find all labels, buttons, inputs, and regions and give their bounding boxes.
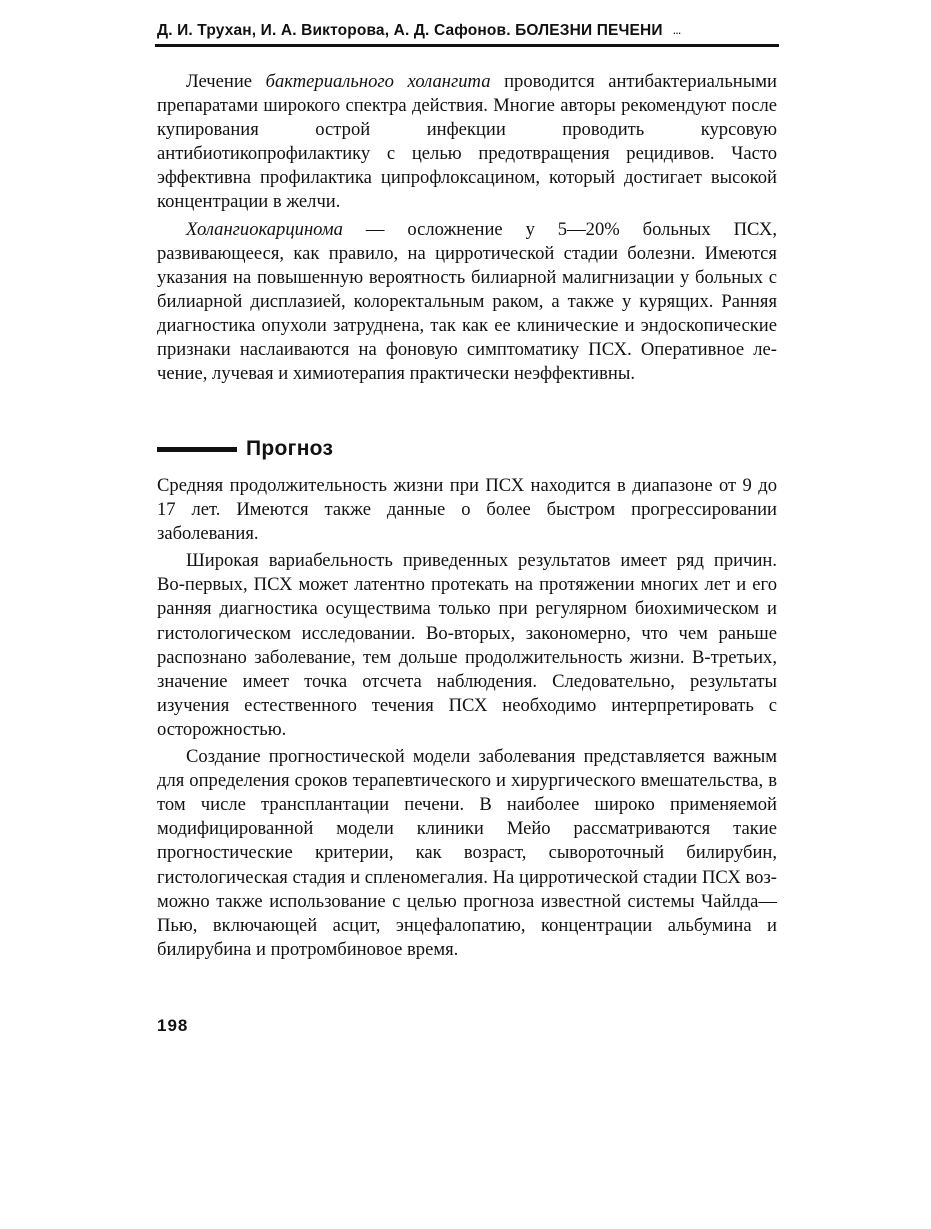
header-ornament: ... xyxy=(673,25,682,36)
paragraph-rest: проводится антибактериальными препаратами широкого спектра действия. Многие авторы рекомендуют после купирования острой инфекции проводить курсовую антибиотикопрофилактику с целью предотвращения рецидивов. Часто эффективна профилактика ципрофлоксацином, который достигает высокой концентрации в желчи. xyxy=(157,71,777,213)
paragraph-variability: Широкая вариабельность приведенных результатов имеет ряд причин. Во-первых, ПСХ может латентно протекать на протяжении многих лет и его ранняя диагностика осуществима только при регулярном биохимическом и гистологическом исследовании. Во-вторых, закономерно, что чем раньше распознано заболевание, тем дольше продолжительность жизни. В-третьих, значение имеет точка отсчета наблюдения. Следовательно, результаты изучения естественного течения ПСХ необходимо интерпретировать с осторожностью. xyxy=(157,550,777,740)
paragraph-cholangiocarcinoma xyxy=(157,218,777,387)
page-number: 198 xyxy=(157,1016,189,1035)
italic-term-cholangiocarcinoma: Холангиокарцинома xyxy=(186,218,343,240)
running-head xyxy=(157,22,779,40)
paragraph-rest: — осложнение у 5—20% больных ПСХ, развивающееся, как правило, на цирротической стадии болезни. Имеются указания на повышенную вероятность билиарной малигнизации у больных с билиарной дисплазией, колоректальным раком, а также у курящих. Ранняя диагностика опухоли затруднена, так как ее клинические и эндоскопические признаки наслаиваются на фоновую симптоматику ПСХ. Оперативное лечение, лучевая и химиотерапия практически неэффективны. xyxy=(157,218,777,385)
header-rule xyxy=(155,44,779,47)
section-title: Прогноз xyxy=(246,437,334,460)
paragraph-lead: Лечение xyxy=(186,71,266,92)
text-block-before-heading xyxy=(157,70,777,386)
section-heading-bar xyxy=(157,447,237,452)
section-heading xyxy=(157,434,333,464)
italic-term-bacterial-cholangitis: бактериального холангита xyxy=(265,71,491,92)
paragraph-bacterial-cholangitis xyxy=(157,70,777,215)
text-block-prognosis xyxy=(157,474,777,962)
paragraph-prognostic-model: Создание прогностической модели заболевания представляется важным для определения сроков терапевтического и хирургического вмешательства, в том числе трансплантации печени. В наиболее широко применяемой модифицированной модели клиники Мейо рассматриваются такие прогностические критерии, как возраст, сывороточный билирубин, гистологическая стадия и спленомегалия. На цирротической стадии ПСХ возможно также использование с целью прогноза известной системы Чайлда—Пью, включающей асцит, энцефалопатию, концентрации альбумина и билирубина и протромбиновое время. xyxy=(157,746,777,960)
running-title: Д. И. Трухан, И. А. Викторова, А. Д. Сафонов. БОЛЕЗНИ ПЕЧЕНИ xyxy=(157,22,663,39)
paragraph-life-expectancy: Средняя продолжительность жизни при ПСХ находится в диапазоне от 9 до 17 лет. Имеются также данные о более быстром прогрессировании заболевания. xyxy=(157,475,777,545)
